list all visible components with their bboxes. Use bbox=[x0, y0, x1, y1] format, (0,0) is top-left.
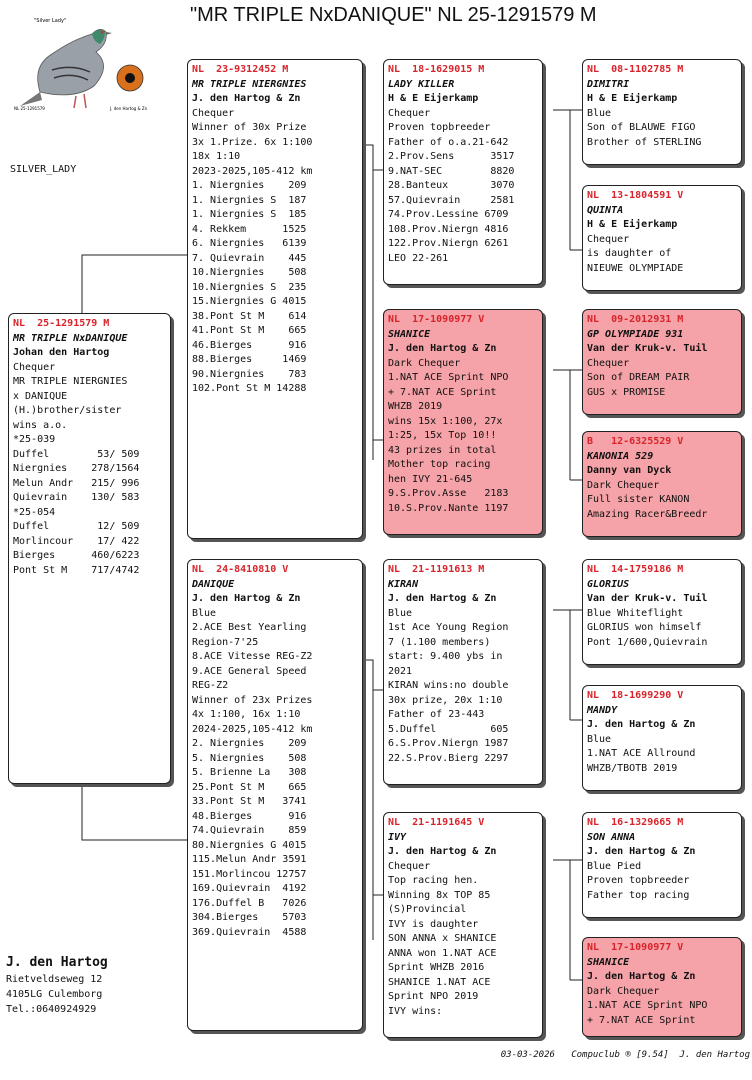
info-line: hen IVY 21-645 bbox=[388, 473, 473, 485]
info-line: 48.Bierges 916 bbox=[192, 810, 307, 822]
info-line: Dark Chequer bbox=[587, 985, 660, 997]
breeder-name: J. den Hartog bbox=[6, 955, 108, 970]
info-line: GLORIUS won himself bbox=[587, 622, 702, 633]
info-line: Region-7'25 bbox=[192, 636, 259, 648]
info-line: Blue Pied bbox=[587, 860, 642, 872]
info-line: 1.NAT ACE Sprint NPO bbox=[388, 372, 509, 383]
info-line: Blue bbox=[587, 107, 612, 119]
info-line: start: 9.400 ybs in bbox=[388, 651, 503, 662]
info-line: Quievrain 130/ 583 bbox=[13, 492, 140, 503]
info-line: Duffel 53/ 509 bbox=[13, 448, 140, 460]
ring-number: NL 24-8410810 V bbox=[192, 564, 289, 575]
info-line: 57.Quievrain 2581 bbox=[388, 194, 515, 206]
info-line: 22.S.Prov.Bierg 2297 bbox=[388, 752, 509, 764]
info-line: Mother top racing bbox=[388, 459, 491, 470]
info-line: SHANICE 1.NAT ACE bbox=[388, 976, 491, 988]
info-line: SON ANNA x SHANICE bbox=[388, 933, 497, 944]
info-line: 2. Niergnies 209 bbox=[192, 738, 307, 749]
info-line: wins a.o. bbox=[13, 419, 68, 431]
pedigree-card-sire-dam bbox=[383, 309, 543, 535]
ring-number: NL 09-2012931 M bbox=[587, 314, 684, 325]
info-line: 1. Niergnies 209 bbox=[192, 180, 307, 191]
info-line: x DANIQUE bbox=[13, 390, 68, 402]
info-line: 6.S.Prov.Niergn 1987 bbox=[388, 738, 509, 749]
info-line: LEO 22-261 bbox=[388, 252, 449, 264]
info-line: Blue bbox=[192, 607, 217, 619]
info-line: NIEUWE OLYMPIADE bbox=[587, 262, 684, 274]
ring-number: NL 18-1629015 M bbox=[388, 64, 485, 75]
owner-name: J. den Hartog & Zn bbox=[587, 846, 696, 857]
owner-name: J. den Hartog & Zn bbox=[388, 846, 497, 857]
info-line: KIRAN wins:no double bbox=[388, 680, 509, 691]
owner-name: J. den Hartog & Zn bbox=[587, 971, 696, 982]
pigeon-name: MR TRIPLE NxDANIQUE bbox=[13, 332, 128, 344]
info-line: Chequer bbox=[388, 860, 431, 872]
info-line: Dark Chequer bbox=[587, 479, 660, 491]
ring-number: NL 21-1191613 M bbox=[388, 564, 485, 575]
info-line: Winner of 23x Prizes bbox=[192, 694, 313, 706]
info-line: 9.ACE General Speed bbox=[192, 665, 307, 677]
pedigree-card-ggp-6 bbox=[582, 685, 742, 791]
info-line: Blue Whiteflight bbox=[587, 607, 684, 619]
info-line: 151.Morlincou 12757 bbox=[192, 868, 307, 880]
info-line: 33.Pont St M 3741 bbox=[192, 796, 307, 807]
info-line: 80.Niergnies G 4015 bbox=[192, 839, 307, 851]
ring-number: NL 17-1090977 V bbox=[587, 942, 684, 953]
info-line: Sprint WHZB 2016 bbox=[388, 962, 485, 973]
info-line: 28.Banteux 3070 bbox=[388, 180, 515, 191]
info-line: 4. Rekkem 1525 bbox=[192, 223, 307, 235]
info-line: 176.Duffel B 7026 bbox=[192, 897, 307, 909]
info-line: 15.Niergnies G 4015 bbox=[192, 296, 307, 307]
info-line: Father of o.a.21-642 bbox=[388, 136, 509, 148]
info-line: Dark Chequer bbox=[388, 357, 461, 369]
info-line: Brother of STERLING bbox=[587, 136, 702, 148]
info-line: 369.Quievrain 4588 bbox=[192, 926, 307, 938]
pigeon-name: MANDY bbox=[587, 704, 618, 716]
info-line: Chequer bbox=[13, 361, 56, 373]
info-line: GUS x PROMISE bbox=[587, 386, 666, 398]
ring-number: NL 21-1191645 V bbox=[388, 817, 485, 828]
owner-name: J. den Hartog & Zn bbox=[192, 593, 301, 604]
breeder-info bbox=[6, 954, 108, 1017]
info-line: 90.Niergnies 783 bbox=[192, 368, 307, 380]
info-line: Chequer bbox=[388, 107, 431, 119]
ring-number: NL 25-1291579 M bbox=[13, 318, 110, 329]
info-line: 1:25, 15x Top 10!! bbox=[388, 430, 497, 441]
pedigree-card-subject bbox=[8, 313, 171, 784]
info-line: 169.Quievrain 4192 bbox=[192, 883, 307, 894]
pigeon-name: SHANICE bbox=[388, 328, 431, 340]
info-line: 9.NAT-SEC 8820 bbox=[388, 165, 515, 177]
info-line: 1st Ace Young Region bbox=[388, 622, 509, 633]
info-line: + 7.NAT ACE Sprint bbox=[388, 386, 497, 398]
info-line: IVY is daughter bbox=[388, 918, 479, 930]
logo-left-text: NL 25-1291579 bbox=[14, 106, 45, 111]
ring-number: NL 14-1759186 M bbox=[587, 564, 684, 575]
pigeon-name: MR TRIPLE NIERGNIES bbox=[192, 78, 307, 90]
owner-name: H & E Eijerkamp bbox=[587, 93, 678, 104]
logo-caption: "Silver Lady" bbox=[34, 18, 67, 24]
info-line: Bierges 460/6223 bbox=[13, 550, 140, 561]
info-line: Winning 8x TOP 85 bbox=[388, 889, 491, 901]
info-line: Chequer bbox=[587, 233, 630, 245]
info-line: 1. Niergnies S 185 bbox=[192, 209, 307, 220]
info-line: Winner of 30x Prize bbox=[192, 122, 307, 133]
info-line: wins 15x 1:100, 27x bbox=[388, 415, 503, 427]
pedigree-card-sire bbox=[187, 59, 363, 539]
info-line: Father top racing bbox=[587, 889, 690, 901]
info-line: Proven topbreeder bbox=[587, 875, 690, 886]
info-line: 74.Prov.Lessine 6709 bbox=[388, 209, 509, 220]
owner-name: Danny van Dyck bbox=[587, 465, 672, 476]
info-line: 122.Prov.Niergn 6261 bbox=[388, 238, 509, 249]
info-line: 38.Pont St M 614 bbox=[192, 310, 307, 322]
info-line: Blue bbox=[587, 733, 612, 745]
info-line: 2023-2025,105-412 km bbox=[192, 165, 313, 177]
silver-label: SILVER_LADY bbox=[10, 164, 77, 175]
info-line: 25.Pont St M 665 bbox=[192, 781, 307, 793]
info-line: *25-054 bbox=[13, 506, 56, 518]
info-line: 43 prizes in total bbox=[388, 444, 497, 456]
info-line: Son of DREAM PAIR bbox=[587, 372, 690, 383]
pedigree-card-ggp-1 bbox=[582, 59, 742, 165]
owner-name: J. den Hartog & Zn bbox=[587, 719, 696, 730]
pigeon-name: SHANICE bbox=[587, 956, 630, 968]
owner-name: Van der Kruk-v. Tuil bbox=[587, 343, 708, 354]
info-line: Melun Andr 215/ 996 bbox=[13, 477, 140, 489]
info-line: is daughter of bbox=[587, 248, 672, 259]
pedigree-card-ggp-8 bbox=[582, 937, 742, 1037]
info-line: 10.Niergnies S 235 bbox=[192, 281, 307, 293]
page-title: "MR TRIPLE NxDANIQUE" NL 25-1291579 M bbox=[190, 4, 597, 26]
info-line: 30x prize, 20x 1:10 bbox=[388, 694, 503, 706]
ring-number: NL 17-1090977 V bbox=[388, 314, 485, 325]
pigeon-name: QUINTA bbox=[587, 204, 624, 216]
info-line: 18x 1:10 bbox=[192, 151, 241, 162]
pigeon-name: DIMITRI bbox=[587, 78, 630, 90]
ring-number: B 12-6325529 V bbox=[587, 436, 684, 447]
info-line: 46.Bierges 916 bbox=[192, 339, 307, 351]
info-line: 1. Niergnies S 187 bbox=[192, 194, 307, 206]
pedigree-card-ggp-4 bbox=[582, 431, 742, 537]
info-line: IVY wins: bbox=[388, 1005, 443, 1017]
info-line: 5. Brienne La 308 bbox=[192, 767, 307, 778]
pedigree-card-ggp-5 bbox=[582, 559, 742, 665]
info-line: 1.NAT ACE Allround bbox=[587, 748, 696, 759]
info-line: Son of BLAUWE FIGO bbox=[587, 122, 696, 133]
info-line: WHZB/TBOTB 2019 bbox=[587, 762, 678, 774]
info-line: 5.Duffel 605 bbox=[388, 723, 509, 735]
pedigree-card-ggp-3 bbox=[582, 309, 742, 415]
info-line: 4x 1:100, 16x 1:10 bbox=[192, 709, 301, 720]
info-line: + 7.NAT ACE Sprint bbox=[587, 1014, 696, 1026]
pigeon-name: KIRAN bbox=[388, 578, 419, 590]
breeder-address-street: Rietveldseweg 12 bbox=[6, 974, 103, 985]
info-line: (H.)brother/sister bbox=[13, 405, 122, 416]
pedigree-card-ggp-7 bbox=[582, 812, 742, 918]
info-line: 2.ACE Best Yearling bbox=[192, 622, 307, 633]
info-line: 108.Prov.Niergn 4816 bbox=[388, 223, 509, 235]
pigeon-name: IVY bbox=[388, 831, 407, 843]
logo-right-text: J. den Hartog & Zn bbox=[110, 106, 148, 111]
info-line: *25-039 bbox=[13, 434, 56, 445]
info-line: 8.ACE Vitesse REG-Z2 bbox=[192, 651, 313, 662]
owner-name: H & E Eijerkamp bbox=[587, 219, 678, 230]
info-line: 74.Quievrain 859 bbox=[192, 825, 307, 836]
info-line: 2.Prov.Sens 3517 bbox=[388, 151, 515, 162]
info-line: Father of 23-443 bbox=[388, 709, 485, 720]
owner-name: H & E Eijerkamp bbox=[388, 93, 479, 104]
info-line: Niergnies 278/1564 bbox=[13, 463, 140, 474]
info-line: 304.Bierges 5703 bbox=[192, 912, 307, 923]
info-line: Pont St M 717/4742 bbox=[13, 564, 140, 576]
pigeon-name: SON ANNA bbox=[587, 831, 636, 843]
info-line: (S)Provincial bbox=[388, 904, 467, 915]
info-line: 102.Pont St M 14288 bbox=[192, 383, 307, 394]
info-line: 10.Niergnies 508 bbox=[192, 267, 307, 278]
info-line: REG-Z2 bbox=[192, 680, 229, 691]
owner-name: Van der Kruk-v. Tuil bbox=[587, 593, 708, 604]
info-line: 10.S.Prov.Nante 1197 bbox=[388, 502, 509, 514]
info-line: 115.Melun Andr 3591 bbox=[192, 854, 307, 865]
owner-name: Johan den Hartog bbox=[13, 347, 110, 358]
info-line: 9.S.Prov.Asse 2183 bbox=[388, 488, 509, 499]
info-line: Amazing Racer&Breedr bbox=[587, 508, 708, 520]
pigeon-name: GLORIUS bbox=[587, 578, 630, 590]
footer-credit: 03-03-2026 Compuclub ® [9.54] J. den Hartog bbox=[500, 1050, 750, 1060]
ring-number: NL 18-1699290 V bbox=[587, 690, 684, 701]
info-line: Chequer bbox=[587, 357, 630, 369]
info-line: Sprint NPO 2019 bbox=[388, 991, 479, 1002]
info-line: 6. Niergnies 6139 bbox=[192, 238, 307, 249]
breeder-address-city: 4105LG Culemborg bbox=[6, 989, 103, 1000]
owner-name: J. den Hartog & Zn bbox=[192, 93, 301, 104]
info-line: ANNA won 1.NAT ACE bbox=[388, 947, 497, 959]
info-line: Blue bbox=[388, 607, 413, 619]
info-line: Chequer bbox=[192, 107, 235, 119]
info-line: 3x 1.Prize. 6x 1:100 bbox=[192, 136, 313, 148]
pedigree-card-dam-sire bbox=[383, 559, 543, 785]
ring-number: NL 16-1329665 M bbox=[587, 817, 684, 828]
breeder-phone: Tel.:0640924929 bbox=[6, 1004, 97, 1015]
info-line: 2024-2025,105-412 km bbox=[192, 723, 313, 735]
info-line: 1.NAT ACE Sprint NPO bbox=[587, 1000, 708, 1011]
info-line: MR TRIPLE NIERGNIES bbox=[13, 376, 128, 387]
pigeon-name: LADY KILLER bbox=[388, 78, 455, 90]
info-line: 88.Bierges 1469 bbox=[192, 354, 307, 365]
pedigree-card-ggp-2 bbox=[582, 185, 742, 291]
info-line: Full sister KANON bbox=[587, 494, 690, 505]
pigeon-name: DANIQUE bbox=[192, 578, 235, 590]
pigeon-logo bbox=[12, 14, 152, 114]
info-line: Morlincour 17/ 422 bbox=[13, 535, 140, 547]
pedigree-card-sire-sire bbox=[383, 59, 543, 285]
info-line: Duffel 12/ 509 bbox=[13, 521, 140, 532]
info-line: WHZB 2019 bbox=[388, 401, 443, 412]
pigeon-name: GP OLYMPIADE 931 bbox=[587, 328, 684, 340]
pigeon-name: KANONIA 529 bbox=[587, 450, 654, 462]
ring-number: NL 08-1102785 M bbox=[587, 64, 684, 75]
info-line: Proven topbreeder bbox=[388, 122, 491, 133]
owner-name: J. den Hartog & Zn bbox=[388, 343, 497, 354]
info-line: 7. Quievrain 445 bbox=[192, 252, 307, 264]
ring-number: NL 23-9312452 M bbox=[192, 64, 289, 75]
info-line: 5. Niergnies 508 bbox=[192, 752, 307, 764]
pedigree-card-dam-dam bbox=[383, 812, 543, 1038]
info-line: 2021 bbox=[388, 665, 413, 677]
pedigree-card-dam bbox=[187, 559, 363, 1031]
info-line: 7 (1.100 members) bbox=[388, 636, 491, 648]
owner-name: J. den Hartog & Zn bbox=[388, 593, 497, 604]
info-line: Pont 1/600,Quievrain bbox=[587, 636, 708, 648]
info-line: Top racing hen. bbox=[388, 875, 479, 886]
info-line: 41.Pont St M 665 bbox=[192, 325, 307, 336]
ring-number: NL 13-1804591 V bbox=[587, 190, 684, 201]
